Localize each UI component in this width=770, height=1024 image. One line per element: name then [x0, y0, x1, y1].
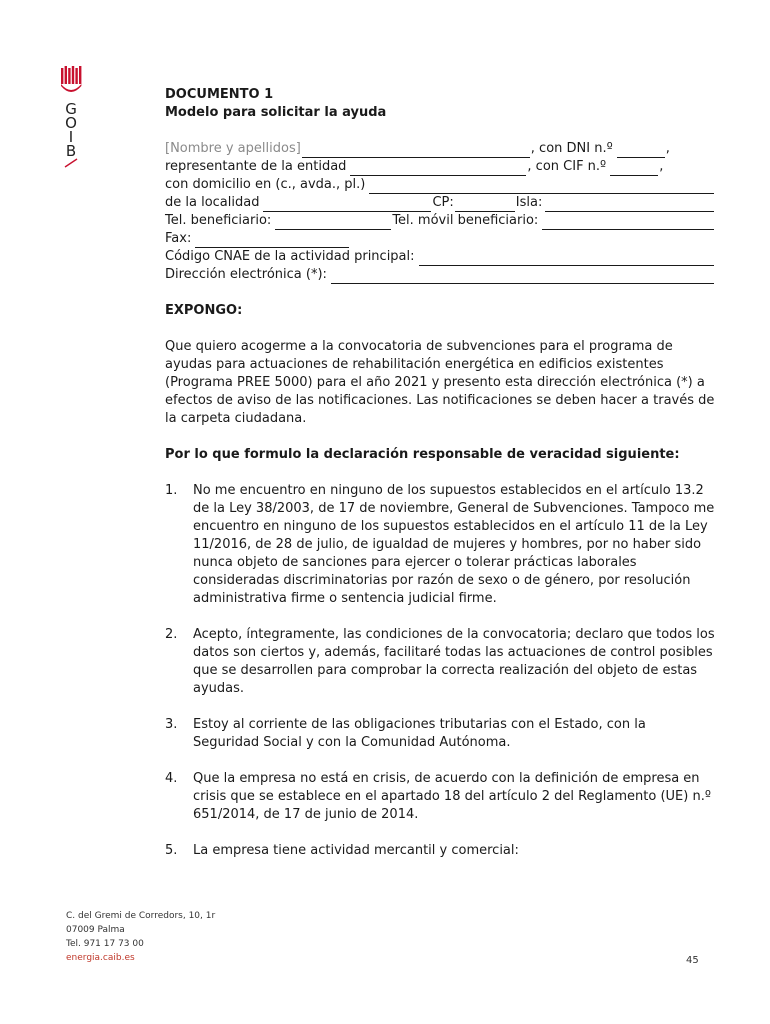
form-row-name — [165, 140, 715, 158]
item-text: No me encuentro en ninguno de los supuestos establecidos en el artículo 13.2 de la Ley 38/2003, de 17 de noviembre, General de Subvenciones. Tampoco me encuentro en ninguno de los supuestos establecidos en el artículo 11 de la Ley 11/2016, de 28 de julio, de igualdad de mujeres y hombres, por no haber sido nunca objeto de sanciones para ejercer o tolerar prácticas laborales consideradas discriminatorias por razón de sexo o de género, por resolución administrativa firme o sentencia judicial firme. — [193, 483, 715, 606]
declaration-heading: Por lo que formulo la declaración responsable de veracidad siguiente: — [165, 447, 680, 462]
document-title: DOCUMENTO 1 — [165, 87, 274, 102]
list-item — [165, 482, 715, 608]
item-text: Acepto, íntegramente, las condiciones de la convocatoria; declaro que todos los datos son ciertos y, además, facilitaré todas las actuaciones de control posibles que se desarrollen para comprobar la correcta realización del objeto de estas ayudas. — [193, 627, 715, 696]
name-placeholder: [Nombre y apellidos] — [165, 141, 301, 156]
email-label: Dirección electrónica (*): — [165, 267, 327, 282]
address-field[interactable] — [369, 181, 714, 194]
intro-paragraph: Que quiero acogerme a la convocatoria de subvenciones para el programa de ayudas para actuaciones de rehabilitación energética en edificios existentes (Programa PREE 5000) para el año 2021 y presento esta dirección electrónica (*) a efectos de aviso de las notificaciones. Las notificaciones se deben hacer a través de la carpeta ciudadana. — [165, 339, 715, 426]
logo-letter: G — [65, 100, 77, 118]
form-row-address — [165, 176, 715, 194]
fax-label: Fax: — [165, 231, 192, 246]
declaration-list — [165, 482, 715, 860]
address-label: con domicilio en (c., avda., pl.) — [165, 177, 366, 192]
item-number: 1. — [165, 483, 178, 498]
page-number: 45 — [686, 955, 699, 966]
form-row-phone — [165, 212, 715, 230]
applicant-form — [165, 140, 715, 284]
dni-field[interactable] — [617, 145, 665, 158]
cif-field[interactable] — [610, 163, 658, 176]
form-row-email — [165, 266, 715, 284]
list-item — [165, 842, 715, 860]
footer — [66, 909, 215, 965]
item-number: 5. — [165, 843, 178, 858]
mobile-label: Tel. móvil beneficiario: — [392, 213, 539, 228]
form-row-entity — [165, 158, 715, 176]
form-row-fax — [165, 230, 715, 248]
comma: , — [665, 141, 670, 156]
item-number: 2. — [165, 627, 178, 642]
name-field[interactable] — [302, 145, 530, 158]
item-text: Que la empresa no está en crisis, de acuerdo con la definición de empresa en crisis que se establece en el apartado 18 del artículo 2 del Reglamento (UE) n.º 651/2014, de 17 de junio de 2014. — [193, 771, 711, 822]
item-text: La empresa tiene actividad mercantil y comercial: — [193, 843, 519, 858]
document-subtitle: Modelo para solicitar la ayuda — [165, 105, 387, 120]
mobile-field[interactable] — [542, 217, 714, 230]
footer-city: 07009 Palma — [66, 925, 125, 935]
footer-web-link[interactable]: energia.caib.es — [66, 953, 135, 963]
expongo-heading: EXPONGO: — [165, 303, 243, 318]
entity-label: representante de la entidad — [165, 159, 347, 174]
form-row-cnae — [165, 248, 715, 266]
dni-label: , con DNI n.º — [530, 141, 613, 156]
form-row-locality — [165, 194, 715, 212]
item-number: 4. — [165, 771, 178, 786]
logo-letter: B — [65, 142, 77, 160]
isla-label: Isla: — [515, 195, 543, 210]
email-field[interactable] — [331, 271, 714, 284]
logo-letter: I — [68, 128, 74, 146]
document-body — [165, 86, 715, 878]
entity-field[interactable] — [350, 163, 526, 176]
cnae-field[interactable] — [419, 253, 714, 266]
isla-field[interactable] — [545, 199, 714, 212]
item-number: 3. — [165, 717, 178, 732]
goib-logo-icon — [60, 66, 82, 96]
locality-label: de la localidad — [165, 195, 260, 210]
footer-address: C. del Gremi de Corredors, 10, 1r — [66, 911, 216, 921]
item-text: Estoy al corriente de las obligaciones tributarias con el Estado, con la Seguridad Social y con la Comunidad Autónoma. — [193, 717, 646, 750]
cif-label: , con CIF n.º — [527, 159, 607, 174]
list-item — [165, 716, 715, 752]
list-item — [165, 770, 715, 824]
comma: , — [659, 159, 664, 174]
fax-field[interactable] — [195, 235, 349, 248]
footer-phone: Tel. 971 17 73 00 — [66, 939, 144, 949]
logo-letter: O — [65, 114, 77, 132]
phone-field[interactable] — [275, 217, 391, 230]
cnae-label: Código CNAE de la actividad principal: — [165, 249, 415, 264]
goib-letters — [60, 102, 82, 158]
locality-field[interactable] — [263, 199, 431, 212]
cp-label: CP: — [432, 195, 454, 210]
cp-field[interactable] — [455, 199, 515, 212]
phone-label: Tel. beneficiario: — [165, 213, 272, 228]
goib-logo — [60, 66, 94, 168]
list-item — [165, 626, 715, 698]
